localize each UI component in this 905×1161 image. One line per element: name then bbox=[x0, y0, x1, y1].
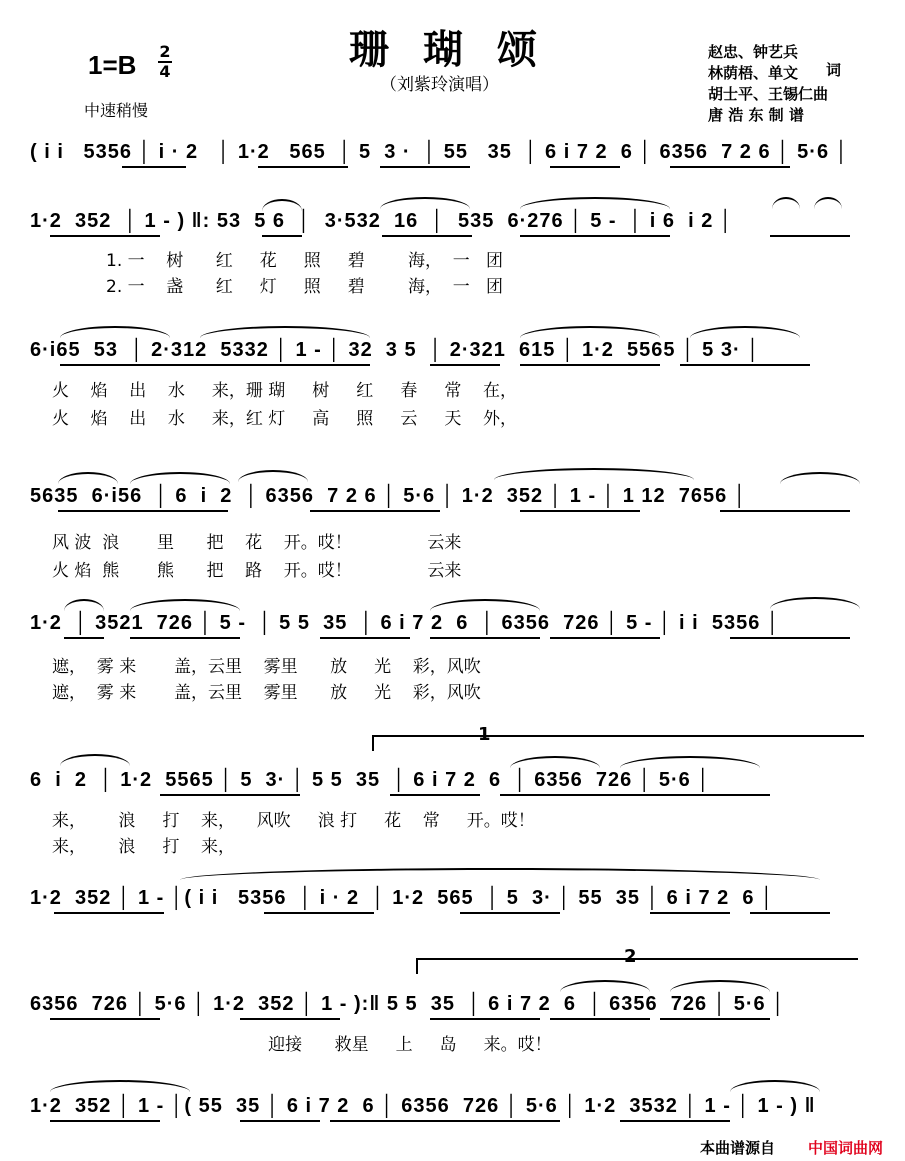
lyrics-verse-2-line-1: 2. 一 盏 红 灯 照 碧 海， 一 团 bbox=[52, 277, 504, 297]
staff-system-1 bbox=[30, 136, 870, 176]
lyrics-verse-2-line-3: 火 焰 熊 熊 把 路 开。哎！ 云来 bbox=[52, 561, 462, 581]
lyrics-verse-1-line-3: 风 波 浪 里 把 花 开。哎！ 云来 bbox=[52, 533, 462, 553]
credits bbox=[708, 42, 842, 126]
footer-source-label: 本曲谱源自 bbox=[700, 1139, 776, 1157]
credit-lyric-tag: 词 bbox=[826, 61, 842, 79]
volta-first-number: 1 bbox=[478, 724, 491, 745]
staff-system-4 bbox=[30, 480, 870, 520]
time-signature bbox=[158, 44, 172, 80]
lyrics-verse-2-line-5: 来， 浪 打 来， bbox=[52, 837, 236, 857]
credit-lyricist-1: 赵忠、钟艺兵 bbox=[708, 43, 799, 61]
volta-second-number: 2 bbox=[624, 946, 637, 967]
lyrics-verse-1-line-2: 火 焰 出 水 来，珊 瑚 树 红 春 常 在， bbox=[52, 381, 517, 401]
subtitle: （刘紫玲演唱） bbox=[380, 75, 499, 95]
credit-arranger: 唐 浩 东 制 谱 bbox=[708, 106, 804, 124]
tempo-marking: 中速稍慢 bbox=[84, 101, 149, 120]
volta-second-ending bbox=[416, 958, 858, 974]
notation-line: 6 i 2 │ 1·2 5565 │ 5 3· │ 5 5 35 │ 6 i 7 2 6 │ 6356 726 │ 5·6 │ bbox=[30, 769, 711, 791]
staff-system-8 bbox=[30, 988, 870, 1028]
meter-bottom: 4 bbox=[159, 62, 171, 81]
page-title: 珊瑚颂 bbox=[349, 26, 571, 73]
lyrics-verse-1-line-5: 来， 浪 打 来， 风吹 浪 打 花 常 开。哎！ bbox=[52, 811, 535, 831]
credit-composer: 胡士平、王锡仁曲 bbox=[708, 85, 829, 103]
staff-system-2 bbox=[30, 205, 870, 245]
lyrics-verse-2-line-2: 火 焰 出 水 来，红 灯 高 照 云 天 外， bbox=[52, 409, 517, 429]
lyrics-second-ending: 迎接 救星 上 岛 来。哎！ bbox=[52, 1035, 552, 1055]
notation-line: 6·i65 53 │ 2·312 5332 │ 1 - │ 32 3 5 │ 2·321 615 │ 1·2 5565 │ 5 3· │ bbox=[30, 339, 761, 361]
footer-site-link[interactable]: 中国词曲网 bbox=[808, 1139, 884, 1157]
staff-system-5 bbox=[30, 607, 870, 647]
lyrics-verse-1-line-4: 遮， 雾 来 盖，云里 雾里 放 光 彩，风吹 bbox=[52, 657, 481, 677]
notation-line: 1·2 352 │ 1 - │( i i 5356 │ i · 2 │ 1·2 565 │ 5 3· │ 55 35 │ 6 i 7 2 6 │ bbox=[30, 887, 775, 909]
lyrics-verse-2-line-4: 遮， 雾 来 盖，云里 雾里 放 光 彩，风吹 bbox=[52, 683, 481, 703]
notation-line: ( i i 5356 │ i · 2 │ 1·2 565 │ 5 3 · │ 55 35 │ 6 i 7 2 6 │ 6356 7 2 6 │ 5·6 │ bbox=[30, 141, 850, 163]
key-signature: 1=B bbox=[88, 50, 137, 80]
notation-line: 1·2 352 │ 1 - ) ‖: 53 5 6 │ 3·532 16 │ 535 6·276 │ 5 - │ i 6 i 2 │ bbox=[30, 210, 734, 232]
lyrics-verse-1-line-1: 1. 一 树 红 花 照 碧 海， 一 团 bbox=[52, 251, 504, 271]
meter-top: 2 bbox=[159, 42, 171, 61]
staff-system-6 bbox=[30, 764, 870, 804]
notation-line: 5635 6·i56 │ 6 i 2 │ 6356 7 2 6 │ 5·6 │ 1·2 352 │ 1 - │ 1 12 7656 │ bbox=[30, 485, 748, 507]
credit-lyricist-2: 林荫梧、单文 bbox=[708, 64, 799, 82]
notation-line: 1·2 │ 3521 726 │ 5 - │ 5 5 35 │ 6 i 7 2 6 │ 6356 726 │ 5 - │ i i 5356 │ bbox=[30, 612, 781, 634]
notation-line: 1·2 352 │ 1 - │( 55 35 │ 6 i 7 2 6 │ 6356 726 │ 5·6 │ 1·2 3532 │ 1 - │ 1 - ) ‖ bbox=[30, 1095, 816, 1117]
staff-system-3 bbox=[30, 334, 870, 374]
volta-first-ending bbox=[372, 735, 864, 751]
notation-line: 6356 726 │ 5·6 │ 1·2 352 │ 1 - ):‖ 5 5 35 │ 6 i 7 2 6 │ 6356 726 │ 5·6 │ bbox=[30, 993, 786, 1015]
staff-system-9 bbox=[30, 1090, 870, 1130]
staff-system-7 bbox=[30, 882, 870, 922]
